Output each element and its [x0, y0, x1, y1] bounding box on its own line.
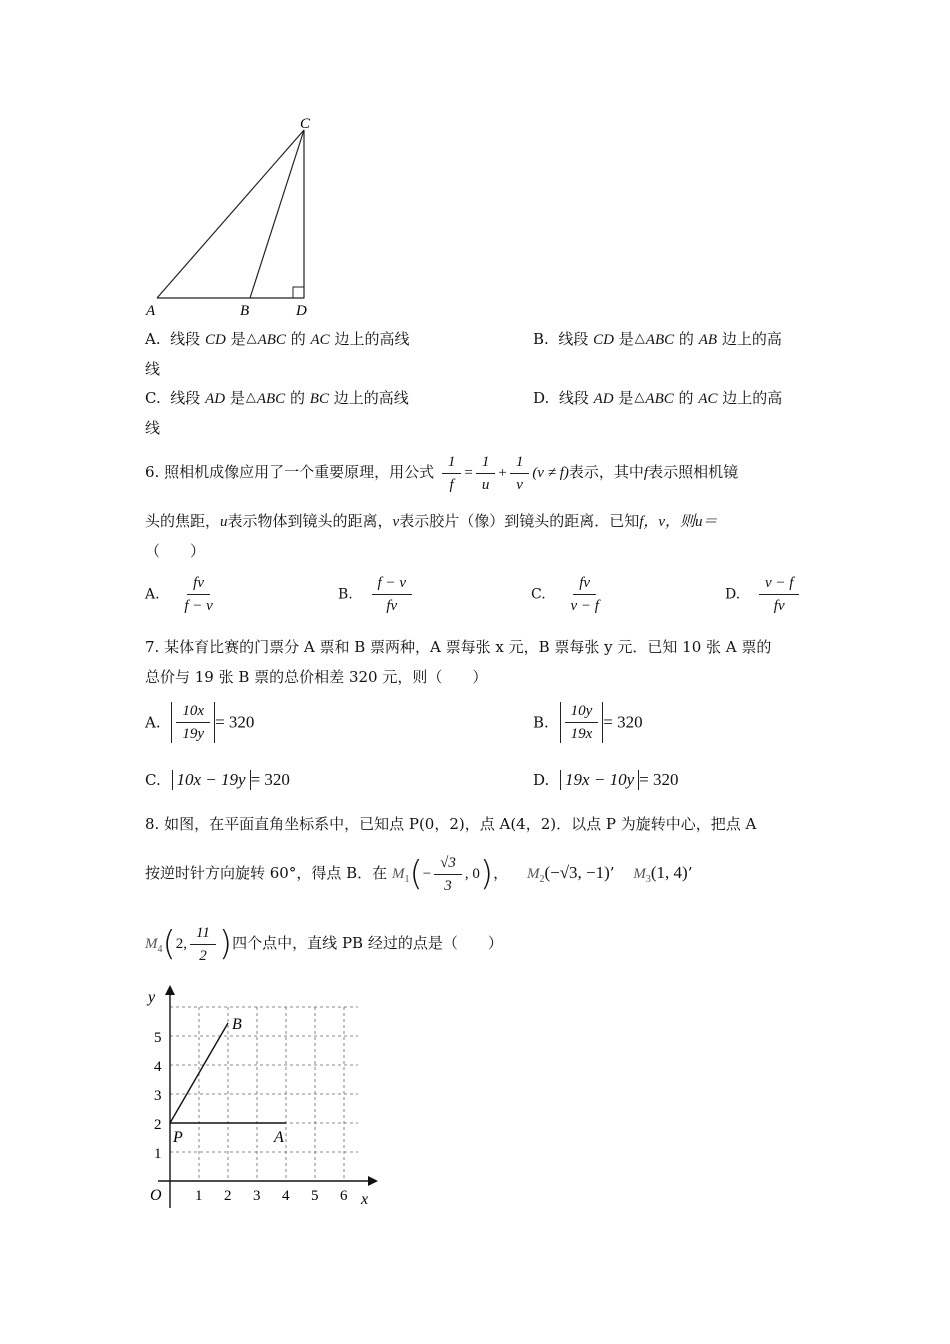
label-A: A [146, 303, 156, 319]
q6-line1: 6. 照相机成像应用了一个重要原理，用公式 $\frac{1}{f}$ = $\frac{1}{u}$ + $\frac{1}{v}$ (v ≠ f)表示，其中f表示照相机镜 [145, 453, 739, 493]
formula-1-over-f: $\frac{1}{f}$ [442, 453, 462, 494]
triangle-figure [140, 110, 330, 320]
triangle-icon: △ [634, 331, 645, 346]
x-tick-4: 4 [282, 1188, 290, 1204]
x-tick-3: 3 [253, 1188, 261, 1204]
q6-option-a: A. $\frac{fv}{f - v}$ [145, 575, 213, 614]
y-axis-arrow-icon [165, 985, 175, 995]
x-tick-5: 5 [311, 1188, 319, 1204]
y-tick-3: 3 [154, 1088, 162, 1104]
coordinate-grid-figure [140, 980, 390, 1220]
triangle-icon: △ [245, 390, 256, 405]
label-D: D [296, 303, 307, 319]
grid-lines [170, 1007, 358, 1181]
y-tick-1: 1 [154, 1146, 162, 1162]
q6-line2: 头的焦距，u表示物体到镜头的距离，v表示胶片（像）到镜头的距离．已知f，v，则u＝ [145, 512, 718, 530]
q6-option-c: C. $\frac{fv}{v - f}$ [531, 575, 599, 614]
y-tick-4: 4 [154, 1059, 162, 1075]
q5-option-b: B. 线段 CD 是△ABC 的 AB 边上的高 [533, 330, 782, 348]
q6-option-b: B. $\frac{f - v}{fv}$ [338, 574, 415, 615]
q8-line3: $M_4(2$, $\frac{11}{2}$ )四个点中，直线 PB 经过的点是（ ） [145, 924, 503, 964]
q7-option-a: A. $\frac{10x}{19y}$ = 320 [145, 703, 255, 742]
x-tick-6: 6 [340, 1188, 348, 1204]
q7-line1: 7. 某体育比赛的门票分 A 票和 B 票两种，A 票每张 x 元，B 票每张 y 元．已知 10 张 A 票的 [145, 638, 772, 656]
q7-option-d: D. 19x − 10y = 320 [533, 770, 679, 789]
q7-line2: 总价与 19 张 B 票的总价相差 320 元，则（ ） [145, 668, 488, 686]
formula-1-over-v: $\frac{1}{v}$ [510, 453, 530, 494]
y-tick-2: 2 [154, 1117, 162, 1133]
q6-answer-paren: （ ） [145, 542, 206, 560]
x-tick-2: 2 [224, 1188, 232, 1204]
x-axis-label: x [361, 1191, 369, 1208]
triangle-icon: △ [634, 390, 645, 405]
label-C: C [300, 116, 311, 132]
q6-option-d: D. $\frac{v - f}{fv}$ [725, 574, 802, 615]
y-tick-5: 5 [154, 1030, 162, 1046]
point-A-label: A [274, 1129, 284, 1146]
q5-option-c: C. 线段 AD 是△ABC 的 BC 边上的高线 [145, 389, 409, 407]
label-B: B [240, 303, 250, 319]
q5-option-a: A. 线段 CD 是△ABC 的 AC 边上的高线 [145, 330, 410, 348]
x-tick-1: 1 [195, 1188, 203, 1204]
q5-option-a-wrap: 线 [145, 360, 161, 378]
q8-line2: 按逆时针方向旋转 60°，得点 B．在 $M_1(-$ $\frac{√3}{3}$ , 0)， $M_2(-√3$, −1)’ $M_3(1$, 4)’ [145, 854, 693, 894]
q7-option-b: B. $\frac{10y}{19x}$ = 320 [533, 703, 643, 742]
q5-option-c-wrap: 线 [145, 419, 161, 437]
x-axis-arrow-icon [368, 1176, 378, 1186]
point-B-label: B [232, 1016, 242, 1033]
formula-1-over-u: $\frac{1}{u}$ [476, 453, 496, 494]
origin-label: O [150, 1187, 162, 1204]
q8-line1: 8. 如图，在平面直角坐标系中，已知点 P(0，2)，点 A(4，2)．以点 P 为旋转中心，把点 A [145, 815, 757, 833]
y-axis-label: y [148, 989, 156, 1006]
triangle-icon: △ [246, 331, 257, 346]
q5-option-d: D. 线段 AD 是△ABC 的 AC 边上的高 [533, 389, 783, 407]
point-P-label: P [173, 1129, 183, 1146]
q7-option-c: C. 10x − 19y = 320 [145, 770, 290, 789]
